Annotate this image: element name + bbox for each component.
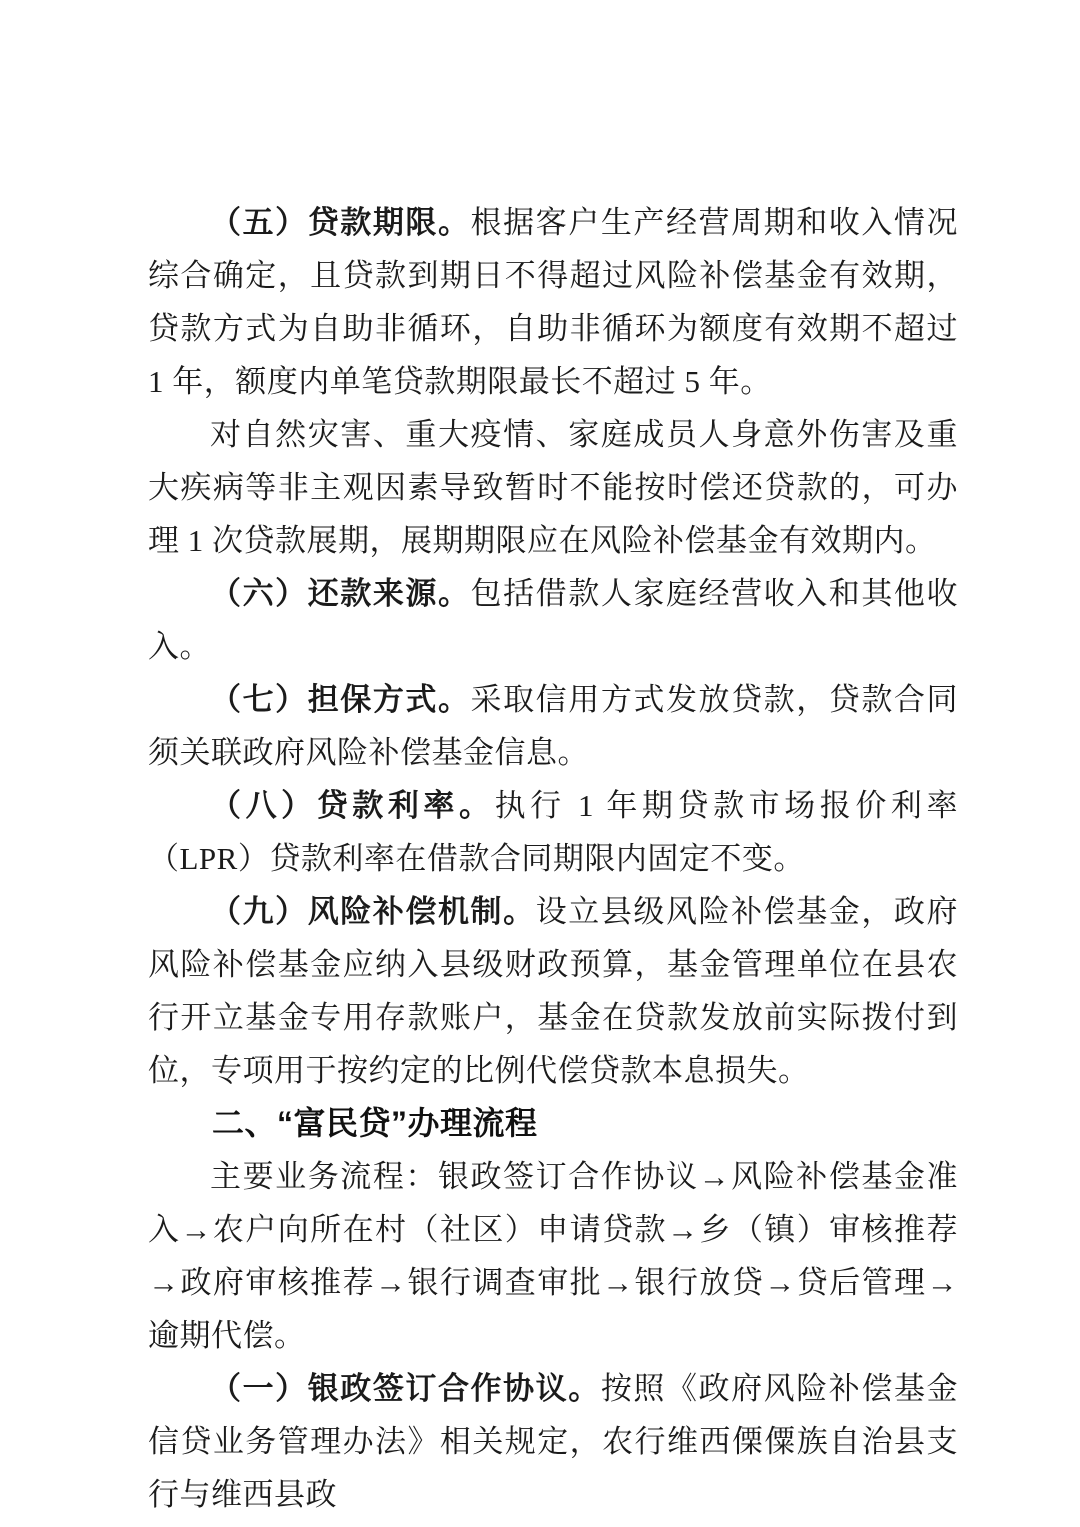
paragraph-lead: （五）贷款期限。 <box>210 205 471 240</box>
paragraph-business-flow <box>148 1150 958 1362</box>
paragraph-guarantee-method <box>148 673 958 779</box>
section-heading-process: 二、“富民贷”办理流程 <box>212 1105 538 1141</box>
paragraph-lead: （九）风险补偿机制。 <box>210 894 536 929</box>
paragraph-text: 包括借款人家庭经营收入和其他收入。 <box>148 576 958 664</box>
paragraph-text: 按照《政府风险补偿基金信贷业务管理办法》相关规定，农行维西傈僳族自治县支行与维西县政 <box>148 1371 959 1512</box>
paragraph-text: 主要业务流程：银政签订合作协议→风险补偿基金准入→农户向所在村（社区）申请贷款→乡（镇）审核推荐→政府审核推荐→银行调查审批→银行放贷→贷后管理→逾期代偿。 <box>148 1159 958 1353</box>
paragraph-risk-compensation <box>148 885 958 1097</box>
paragraph-text: 设立县级风险补偿基金，政府风险补偿基金应纳入县级财政预算，基金管理单位在县农行开立基金专用存款账户，基金在贷款发放前实际拨付到位，专项用于按约定的比例代偿贷款本息损失。 <box>148 894 959 1088</box>
paragraph-lead: （一）银政签订合作协议。 <box>210 1371 601 1406</box>
paragraph-loan-term <box>148 196 958 408</box>
paragraph-text: 采取信用方式发放贷款，贷款合同须关联政府风险补偿基金信息。 <box>148 682 958 770</box>
paragraph-loan-extension <box>148 408 958 567</box>
paragraph-lead: （六）还款来源。 <box>210 576 471 611</box>
paragraph-lead: （八）贷款利率。 <box>210 788 495 823</box>
paragraph-text: 根据客户生产经营周期和收入情况综合确定，且贷款到期日不得超过风险补偿基金有效期，贷款方式为自助非循环，自助非循环为额度有效期不超过 1 年，额度内单笔贷款期限最长不超过 5 年。 <box>148 205 958 399</box>
paragraph-text: 对自然灾害、重大疫情、家庭成员人身意外伤害及重大疾病等非主观因素导致暂时不能按时偿还贷款的，可办理 1 次贷款展期，展期期限应在风险补偿基金有效期内。 <box>148 417 958 558</box>
paragraph-repayment-source <box>148 567 958 673</box>
paragraph-cooperation-agreement <box>148 1362 958 1521</box>
paragraph-lead: （七）担保方式。 <box>210 682 471 717</box>
paragraph-loan-rate <box>148 779 958 885</box>
paragraph-text: 执行 1 年期贷款市场报价利率（LPR）贷款利率在借款合同期限内固定不变。 <box>148 788 959 876</box>
